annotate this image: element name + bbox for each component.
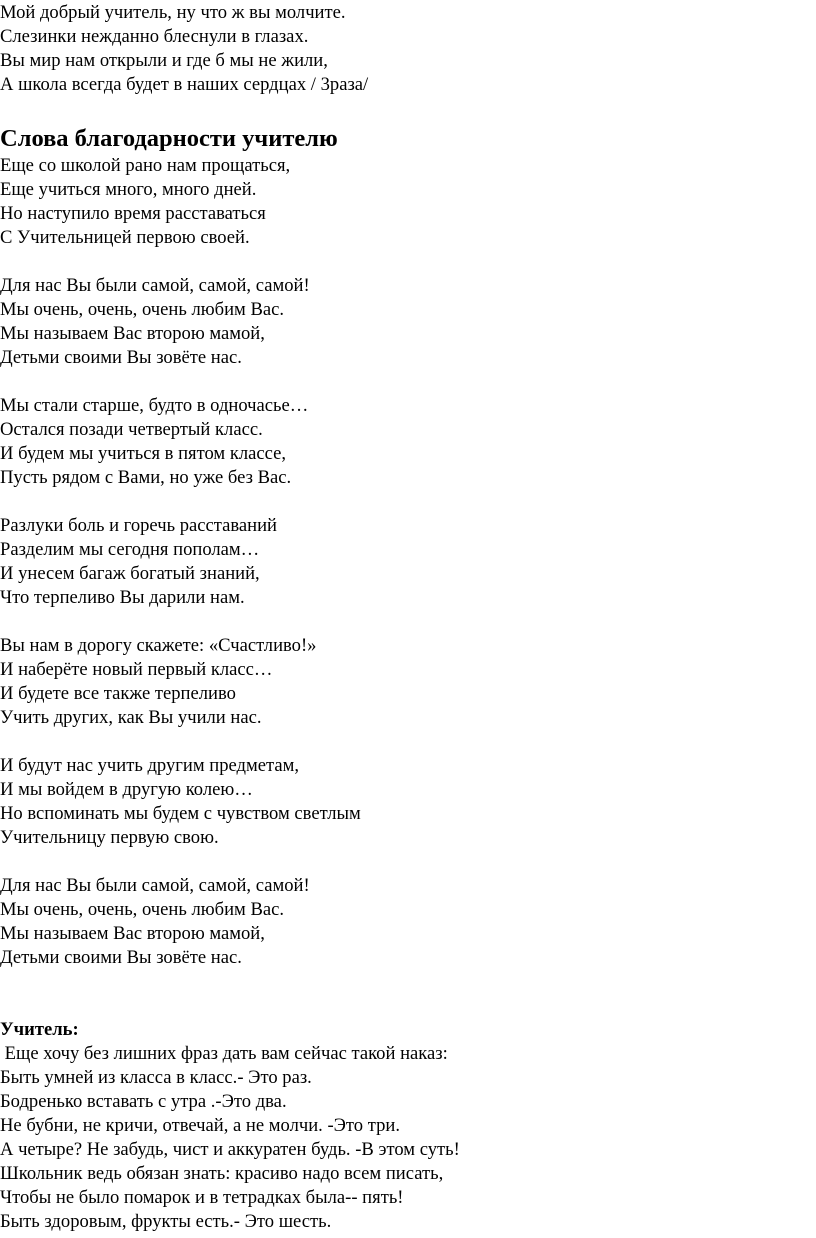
poem-line: Для нас Вы были самой, самой, самой! <box>0 875 310 896</box>
poem-line: Учительницу первую свою. <box>0 827 219 848</box>
teacher-line: Бодренько вставать с утра .-Это два. <box>0 1091 287 1112</box>
poem-line: Разлуки боль и горечь расставаний <box>0 515 277 536</box>
poem-title: Слова благодарности учителю <box>0 125 338 152</box>
poem-line: И мы войдем в другую колею… <box>0 779 253 800</box>
intro-line: Мой добрый учитель, ну что ж вы молчите. <box>0 2 346 23</box>
poem-line: Мы очень, очень, очень любим Вас. <box>0 299 285 320</box>
poem-line: Что терпеливо Вы дарили нам. <box>0 587 245 608</box>
teacher-line: А четыре? Не забудь, чист и аккуратен будь. -В этом суть! <box>0 1139 460 1160</box>
poem-line: И будете все также терпеливо <box>0 683 236 704</box>
poem-line: Еще учиться много, много дней. <box>0 179 257 200</box>
poem-line: Учить других, как Вы учили нас. <box>0 707 262 728</box>
poem-line: Детьми своими Вы зовёте нас. <box>0 947 242 968</box>
poem-line: Вы нам в дорогу скажете: «Счастливо!» <box>0 635 317 656</box>
poem-line: Мы называем Вас второю мамой, <box>0 923 265 944</box>
poem-line: Мы называем Вас второю мамой, <box>0 323 265 344</box>
poem-line: Мы очень, очень, очень любим Вас. <box>0 899 285 920</box>
poem-line: И будем мы учиться в пятом классе, <box>0 443 287 464</box>
poem-line: Но наступило время расставаться <box>0 203 266 224</box>
intro-line: А школа всегда будет в наших сердцах / 3раза/ <box>0 74 369 95</box>
poem-line: Но вспоминать мы будем с чувством светлым <box>0 803 361 824</box>
teacher-line: Чтобы не было помарок и в тетрадках была-- пять! <box>0 1187 404 1208</box>
poem-line: Для нас Вы были самой, самой, самой! <box>0 275 310 296</box>
poem-line: Разделим мы сегодня пополам… <box>0 539 260 560</box>
teacher-line: Быть здоровым, фрукты есть.- Это шесть. <box>0 1211 332 1232</box>
intro-line: Вы мир нам открыли и где б мы не жили, <box>0 50 328 71</box>
poem-line: Пусть рядом с Вами, но уже без Вас. <box>0 467 292 488</box>
teacher-line: Еще хочу без лишних фраз дать вам сейчас такой наказ: <box>0 1043 448 1064</box>
teacher-line: Школьник ведь обязан знать: красиво надо всем писать, <box>0 1163 444 1184</box>
poem-line: И будут нас учить другим предметам, <box>0 755 299 776</box>
teacher-label: Учитель: <box>0 1019 79 1040</box>
poem-line: Еще со школой рано нам прощаться, <box>0 155 291 176</box>
poem-line: И унесем багаж богатый знаний, <box>0 563 260 584</box>
intro-line: Слезинки нежданно блеснули в глазах. <box>0 26 309 47</box>
poem-line: Детьми своими Вы зовёте нас. <box>0 347 242 368</box>
poem-line: Мы стали старше, будто в одночасье… <box>0 395 309 416</box>
teacher-line: Не бубни, не кричи, отвечай, а не молчи. -Это три. <box>0 1115 401 1136</box>
poem-line: И наберёте новый первый класс… <box>0 659 273 680</box>
teacher-line: Быть умней из класса в класс.- Это раз. <box>0 1067 312 1088</box>
poem-line: С Учительницей первою своей. <box>0 227 250 248</box>
poem-line: Остался позади четвертый класс. <box>0 419 263 440</box>
